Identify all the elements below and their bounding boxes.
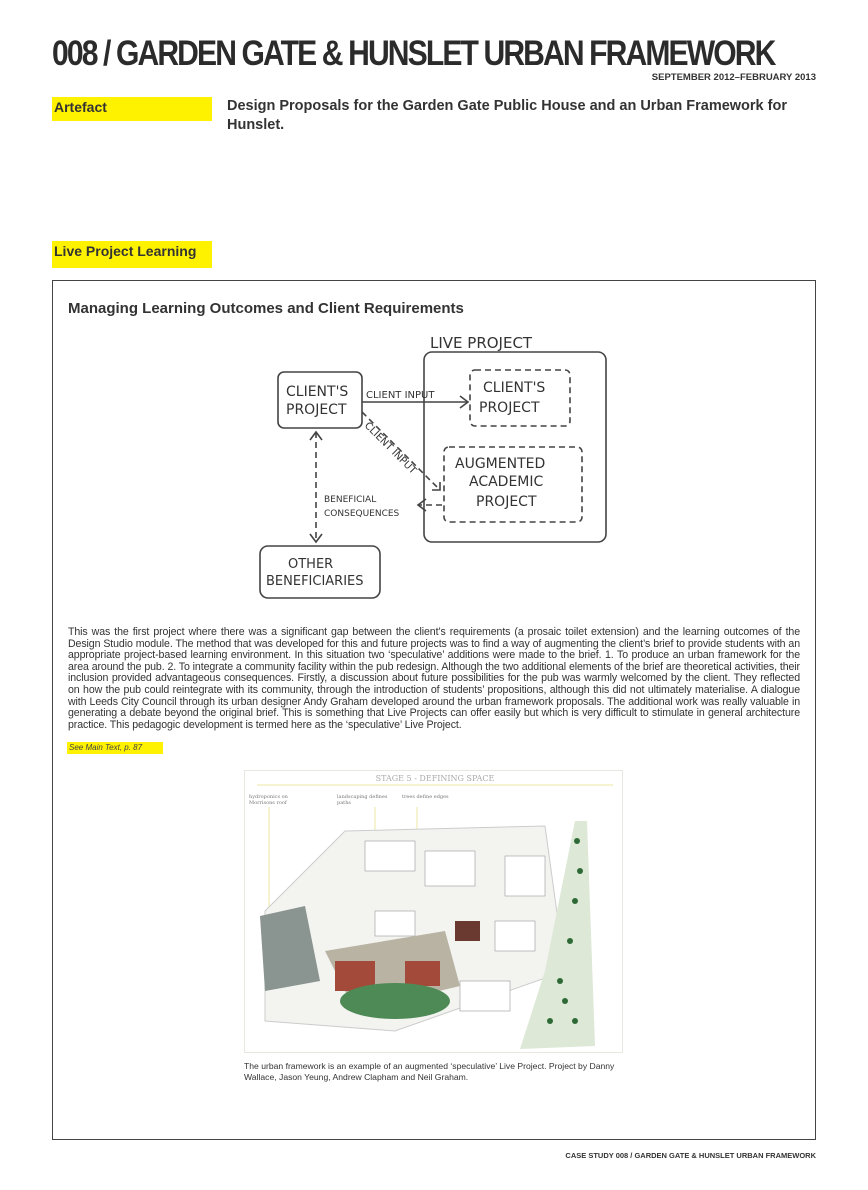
- client-input-label: CLIENT INPUT: [366, 390, 435, 401]
- diagram-text: CLIENT'S: [286, 384, 349, 400]
- date-range: SEPTEMBER 2012–FEBRUARY 2013: [651, 72, 816, 83]
- diagram-text: PROJECT: [286, 402, 347, 418]
- diagram-text: BENEFICIAL: [324, 495, 377, 505]
- live-project-diagram: [250, 330, 620, 610]
- clients-project-box: [278, 372, 362, 428]
- diagram-text: OTHER: [288, 557, 334, 572]
- diagram-text: ACADEMIC: [469, 474, 544, 490]
- body-text: This was the first project where there was a significant gap between the client’s requirements (a prosaic toilet extension) and the learning outcomes of the Design Studio module. The method that was developed for this and future projects was to find a way of augmenting the client’s brief to provide students with an appropriate project-based learning environment. In this situation two ‘speculative’ additions were made to the brief. 1. To produce an urban framework for the area around the pub. 2. To integrate a community facility within the pub redesign. Although the two additional elements of the brief are theoretical activities, their inclusion provided advantageous consequences. Firstly, a discussion about future possibilities for the pub was warmly welcomed by the client. They reflected on how the pub could reintegrate with its community, through the introduction of students’ propositions, although this did not ultimately materialise. A dialogue with Leeds City Council through its urban designer Andy Graham developed around the urban framework proposals. The additional work was really valuable in generating a debate beyond the original brief. This is something that Live Projects can offer easily but which is very difficult to stimulate in general architecture practice. This pedagogic development is termed here as the ‘speculative’ Live Project.: [68, 626, 800, 731]
- image-note: Morrisons roof: [249, 800, 287, 806]
- section-label: Live Project Learning: [52, 241, 212, 268]
- other-beneficiaries-box: [260, 546, 380, 598]
- inner-clients-project-box: [470, 370, 570, 426]
- diagram-text: PROJECT: [479, 400, 540, 416]
- image-caption: The urban framework is an example of an augmented ‘speculative’ Live Project. Project by Danny Wallace, Jason Yeung, Andrew Clapham and Neil Graham.: [244, 1061, 615, 1082]
- image-note: trees define edges: [402, 794, 449, 800]
- artefact-description: Design Proposals for the Garden Gate Public House and an Urban Framework for Hunslet.: [227, 98, 787, 133]
- image-title: STAGE 5 - DEFINING SPACE: [375, 774, 495, 783]
- page-title: 008 / GARDEN GATE & HUNSLET URBAN FRAMEWORK: [52, 34, 775, 73]
- footer: CASE STUDY 008 / GARDEN GATE & HUNSLET URBAN FRAMEWORK: [565, 1151, 816, 1160]
- diagram-text: CLIENT'S: [483, 380, 546, 396]
- diagram-text: PROJECT: [476, 494, 537, 510]
- artefact-label: Artefact: [52, 97, 212, 121]
- diagram-text: CONSEQUENCES: [324, 509, 400, 519]
- image-note: hydroponics on: [249, 794, 288, 800]
- urban-framework-image: [244, 770, 623, 1053]
- diagram-text: AUGMENTED: [455, 456, 546, 472]
- panel-heading: Managing Learning Outcomes and Client Requirements: [68, 300, 464, 317]
- client-input-diagonal-label: CLIENT INPUT: [361, 420, 419, 477]
- live-project-label: LIVE PROJECT: [430, 334, 533, 352]
- image-note: landscaping defines: [337, 794, 388, 800]
- diagram-text: BENEFICIARIES: [266, 574, 364, 589]
- image-note: paths: [337, 800, 351, 806]
- reference-note: See Main Text, p. 87: [67, 742, 163, 754]
